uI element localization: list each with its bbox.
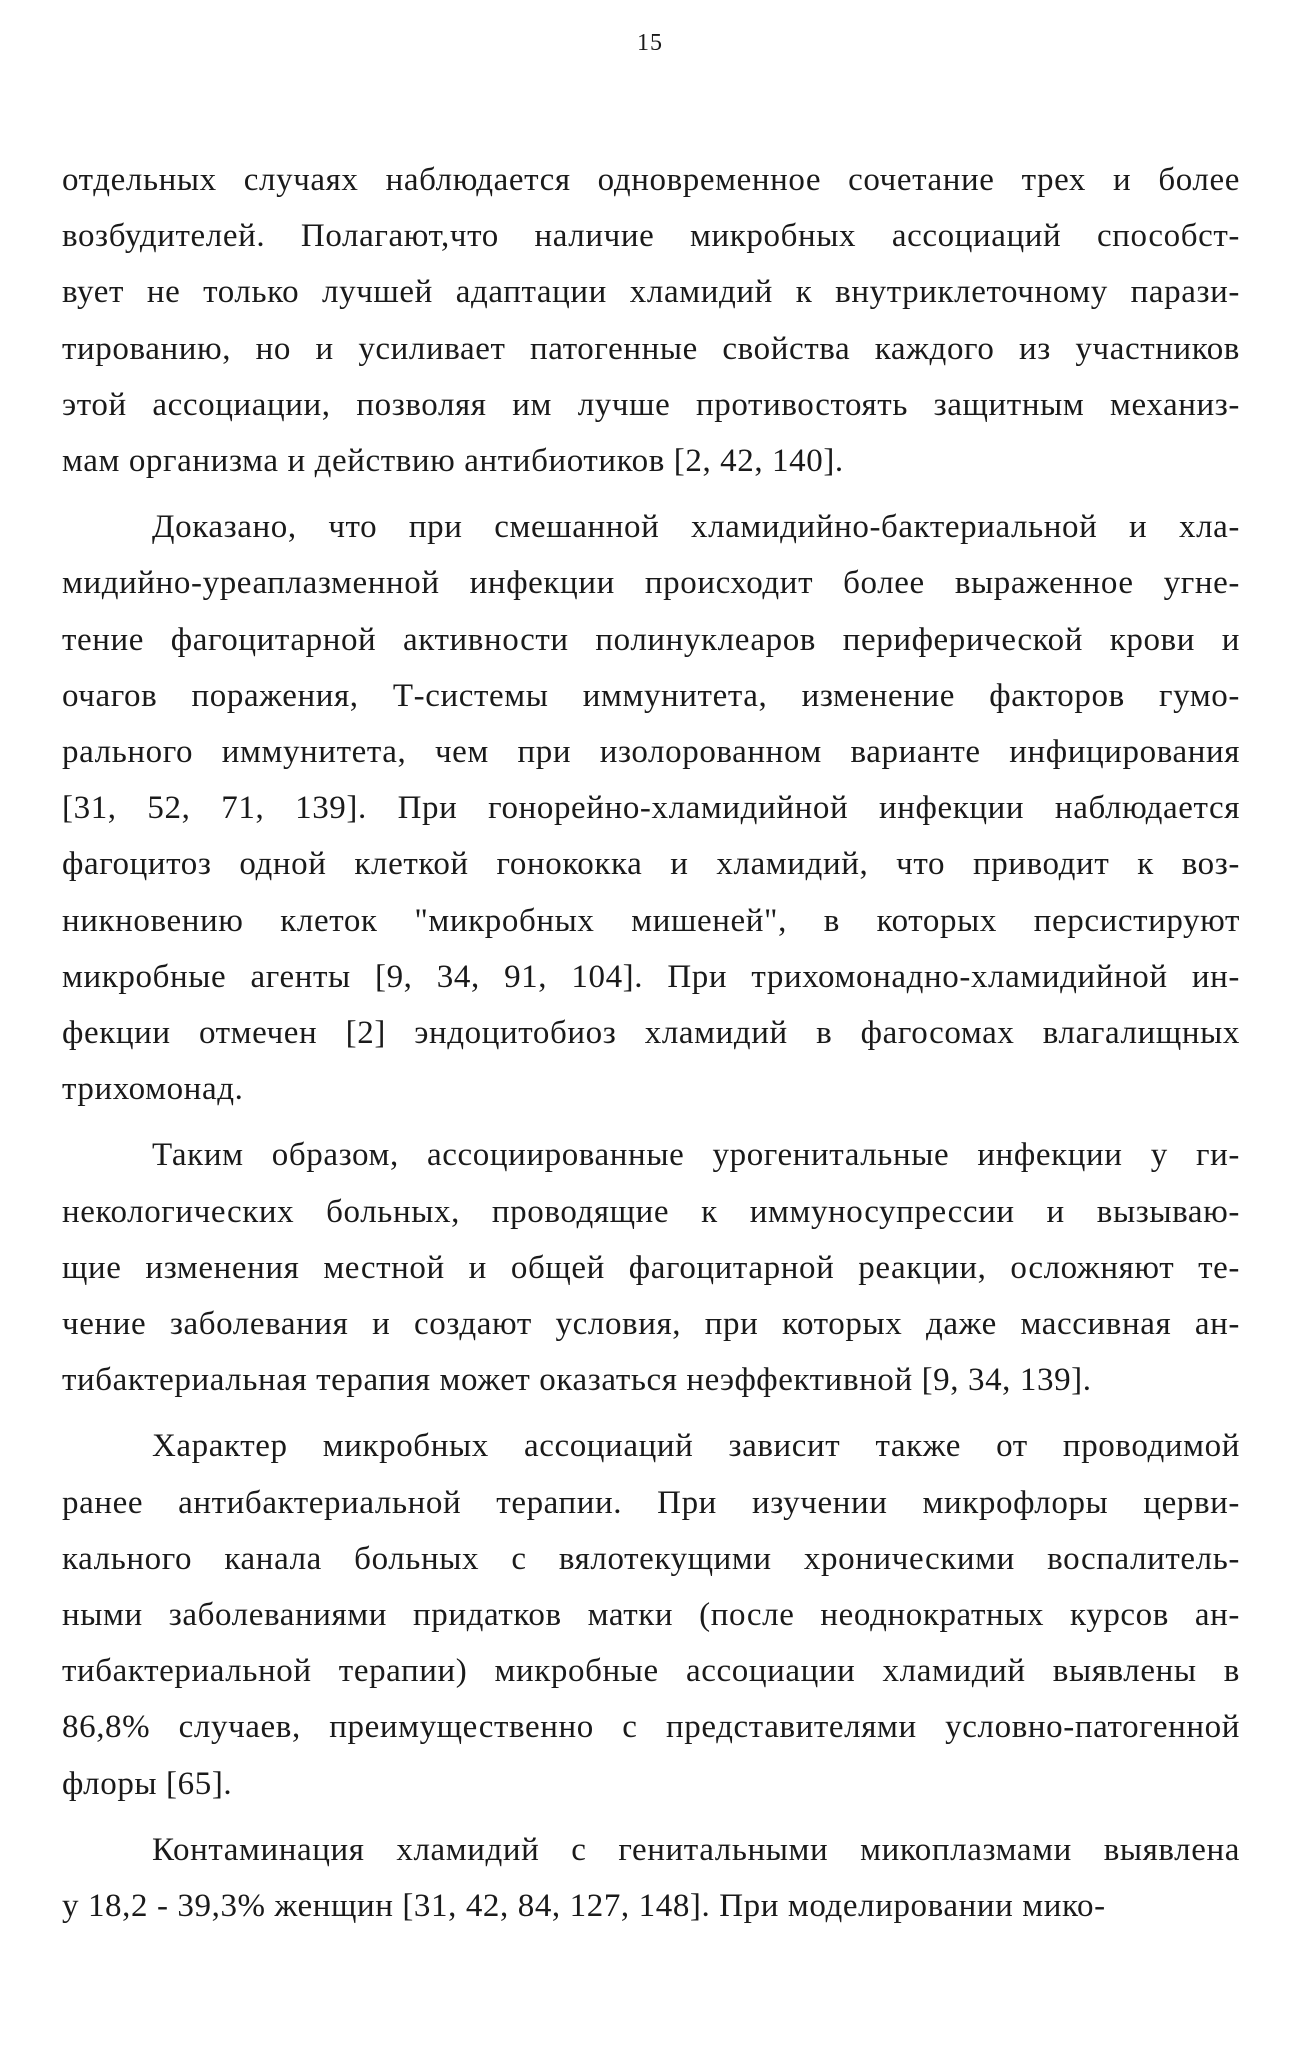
- paragraph-gap: [62, 1117, 1240, 1127]
- text-line: тибактериальной терапии) микробные ассоциации хламидий выявлены в: [62, 1653, 1240, 1690]
- text-line: Характер микробных ассоциаций зависит также от проводимой: [152, 1428, 1240, 1465]
- text-line: 86,8% случаев, преимущественно с представителями условно-патогенной: [62, 1709, 1240, 1746]
- text-line: кального канала больных с вялотекущими хроническими воспалитель-: [62, 1540, 1240, 1577]
- text-line: возбудителей. Полагают,что наличие микробных ассоциаций способст-: [62, 218, 1240, 255]
- text-line: ными заболеваниями придатков матки (после неоднократных курсов ан-: [62, 1597, 1240, 1634]
- paragraph-gap: [62, 1812, 1240, 1822]
- text-line: тибактериальная терапия может оказаться неэффективной [9, 34, 139].: [62, 1362, 1092, 1399]
- paragraph: [62, 152, 1240, 489]
- text-line: флоры [65].: [62, 1765, 233, 1802]
- paragraph: [62, 1418, 1240, 1811]
- text-line: Таким образом, ассоциированные урогенитальные инфекции у ги-: [152, 1137, 1240, 1174]
- text-line: Доказано, что при смешанной хламидийно-бактериальной и хла-: [152, 509, 1240, 546]
- paragraph-gap: [62, 489, 1240, 499]
- text-line: никновению клеток "микробных мишеней", в которых персистируют: [62, 902, 1240, 939]
- text-line: ранее антибактериальной терапии. При изучении микрофлоры церви-: [62, 1484, 1240, 1521]
- paragraph: [62, 1822, 1240, 1934]
- paragraph: [62, 499, 1240, 1117]
- text-line: чение заболевания и создают условия, при которых даже массивная ан-: [62, 1306, 1240, 1343]
- document-body: [62, 152, 1240, 1934]
- text-line: щие изменения местной и общей фагоцитарной реакции, осложняют те-: [62, 1249, 1240, 1286]
- text-line: Контаминация хламидий с генитальными микоплазмами выявлена: [152, 1831, 1240, 1868]
- text-line: у 18,2 - 39,3% женщин [31, 42, 84, 127, 148]. При моделировании мико-: [62, 1888, 1106, 1925]
- page-number: 15: [637, 30, 663, 56]
- text-line: трихомонад.: [62, 1071, 244, 1108]
- text-line: рального иммунитета, чем при изолорованном варианте инфицирования: [62, 734, 1240, 771]
- text-line: тение фагоцитарной активности полинуклеаров периферической крови и: [62, 621, 1240, 658]
- paragraph-gap: [62, 1408, 1240, 1418]
- text-line: мам организма и действию антибиотиков [2, 42, 140].: [62, 443, 844, 480]
- paragraph: [62, 1127, 1240, 1408]
- text-line: мидийно-уреаплазменной инфекции происходит более выраженное угне-: [62, 565, 1240, 602]
- text-line: вует не только лучшей адаптации хламидий к внутриклеточному парази-: [62, 274, 1240, 311]
- text-line: очагов поражения, Т-системы иммунитета, изменение факторов гумо-: [62, 677, 1240, 714]
- text-line: [31, 52, 71, 139]. При гонорейно-хламидийной инфекции наблюдается: [62, 790, 1240, 827]
- text-line: отдельных случаях наблюдается одновременное сочетание трех и более: [62, 162, 1240, 198]
- text-line: фекции отмечен [2] эндоцитобиоз хламидий в фагосомах влагалищных: [62, 1015, 1240, 1052]
- text-line: тированию, но и усиливает патогенные свойства каждого из участников: [62, 330, 1240, 367]
- text-line: этой ассоциации, позволяя им лучше противостоять защитным механиз-: [62, 386, 1240, 423]
- text-line: фагоцитоз одной клеткой гонококка и хламидий, что приводит к воз-: [62, 846, 1240, 883]
- text-line: микробные агенты [9, 34, 91, 104]. При трихомонадно-хламидийной ин-: [62, 958, 1240, 995]
- text-line: некологических больных, проводящие к иммуносупрессии и вызываю-: [62, 1193, 1240, 1230]
